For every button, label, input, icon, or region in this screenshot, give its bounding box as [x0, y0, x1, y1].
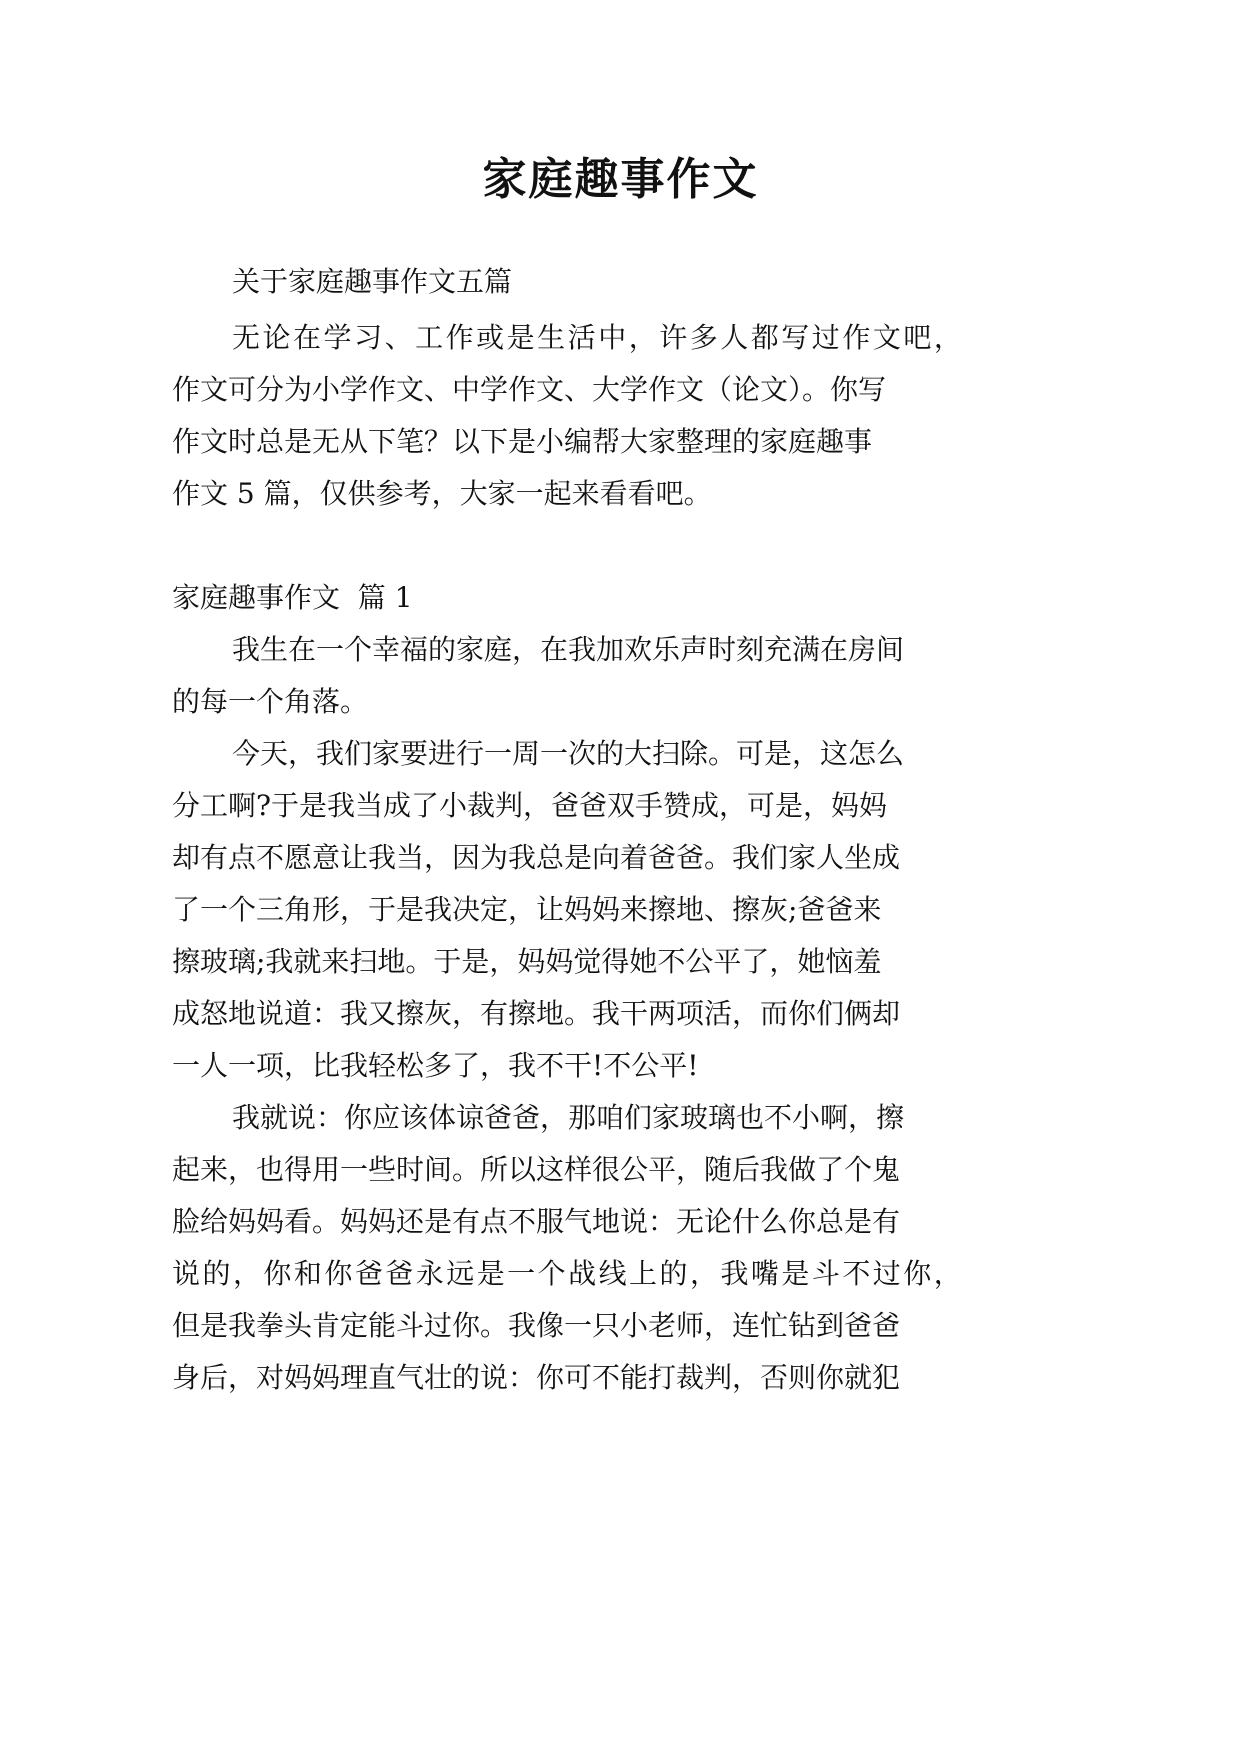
- body-line: 一人一项，比我轻松多了，我不干!不公平!: [172, 1049, 699, 1082]
- document-title: 家庭趣事作文: [482, 154, 759, 205]
- body-line: 成怒地说道：我又擦灰，有擦地。我干两项活，而你们俩却: [172, 997, 901, 1030]
- body-line: 擦玻璃;我就来扫地。于是，妈妈觉得她不公平了，她恼羞: [172, 945, 882, 978]
- intro-line: 作文 5 篇，仅供参考，大家一起来看看吧。: [172, 477, 712, 510]
- body-line: 但是我拳头肯定能斗过你。我像一只小老师，连忙钻到爸爸: [172, 1309, 901, 1342]
- body-line: 身后，对妈妈理直气壮的说：你可不能打裁判，否则你就犯: [172, 1361, 901, 1394]
- body-line: 了一个三角形，于是我决定，让妈妈来擦地、擦灰;爸爸来: [172, 893, 882, 926]
- body-line: 的每一个角落。: [172, 685, 369, 718]
- body-line: 起来，也得用一些时间。所以这样很公平，随后我做了个鬼: [172, 1153, 901, 1186]
- body-line: 说 的 ， 你 和 你 爸 爸 永 远 是 一 个 战 线 上 的 ， 我 嘴 是 斗 不 过 你 ，: [172, 1257, 962, 1290]
- body-line: 今天，我们家要进行一周一次的大扫除。可是，这怎么: [232, 737, 905, 770]
- intro-line: 作文时总是无从下笔？以下是小编帮大家整理的家庭趣事: [172, 425, 873, 458]
- section-heading: 家庭趣事作文 篇 1: [172, 581, 413, 614]
- body-line: 脸给妈妈看。妈妈还是有点不服气地说：无论什么你总是有: [172, 1205, 901, 1238]
- body-line: 分工啊?于是我当成了小裁判，爸爸双手赞成，可是，妈妈: [172, 789, 888, 822]
- body-line: 却有点不愿意让我当，因为我总是向着爸爸。我们家人坐成: [172, 841, 901, 874]
- body-line: 我就说：你应该体谅爸爸，那咱们家玻璃也不小啊，擦: [232, 1101, 905, 1134]
- body-line: 我生在一个幸福的家庭，在我加欢乐声时刻充满在房间: [232, 633, 905, 666]
- intro-line: 作文可分为小学作文、中学作文、大学作文（论文）。你写: [172, 373, 887, 406]
- intro-subtitle: 关于家庭趣事作文五篇: [232, 265, 513, 298]
- intro-line: 无 论 在 学 习 、 工 作 或 是 生 活 中 ， 许 多 人 都 写 过 作 文 吧 ，: [232, 321, 962, 354]
